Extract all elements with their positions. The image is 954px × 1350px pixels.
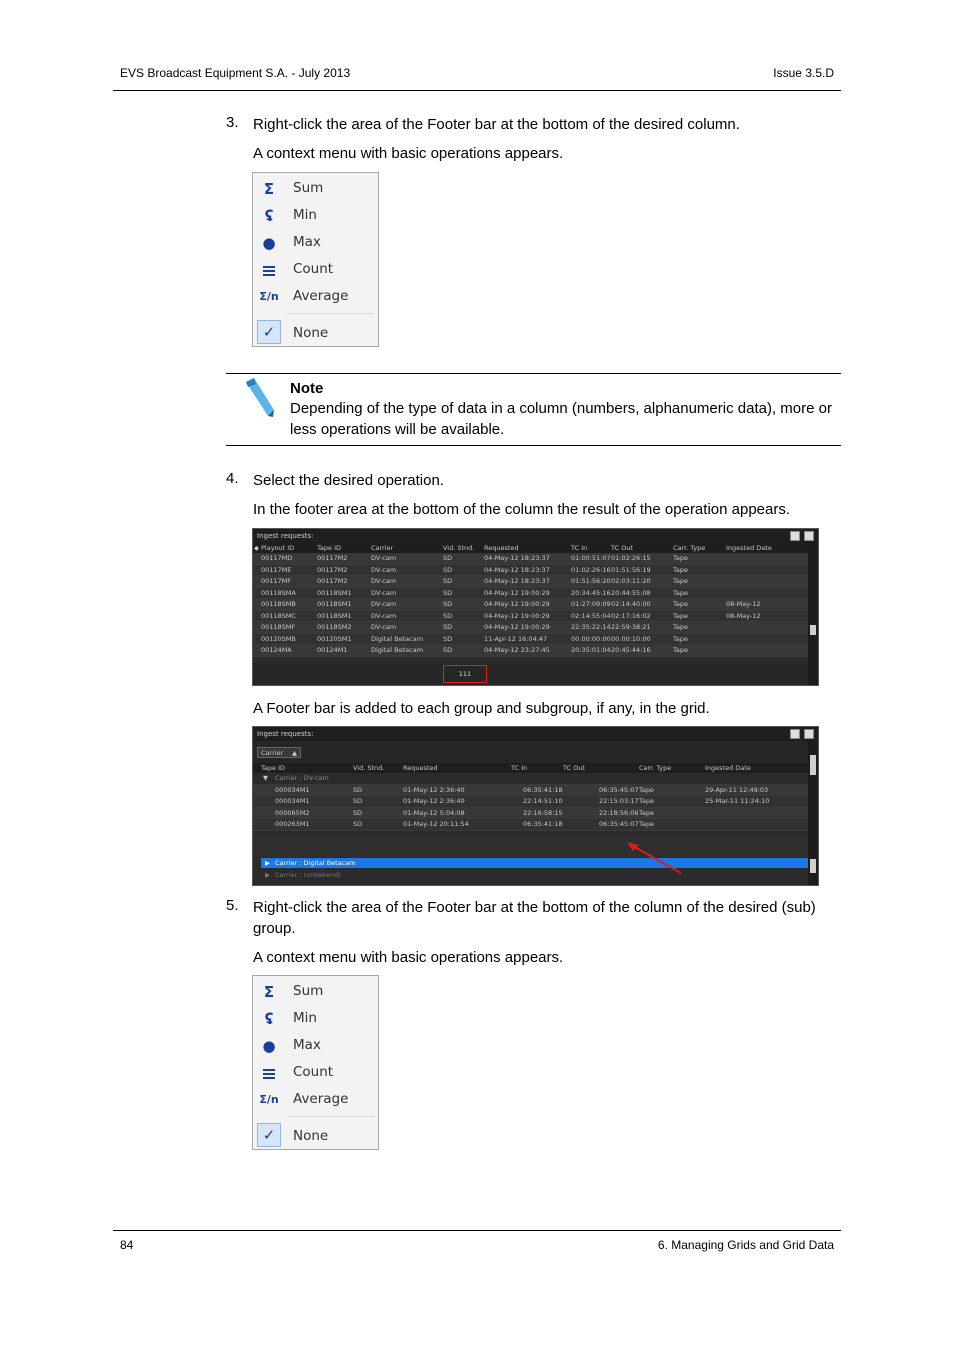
table-cell: 04-May-12 19:00:29	[484, 600, 550, 608]
column-header[interactable]: Requested	[484, 544, 519, 552]
menu-item-none[interactable]	[253, 1120, 378, 1152]
column-header[interactable]: Tape ID	[261, 764, 285, 772]
table-cell: DV-cam	[371, 554, 397, 562]
table-row[interactable]	[253, 622, 818, 634]
table-cell: SD	[443, 565, 453, 574]
red-arrow-annotation	[623, 839, 683, 875]
table-cell: 000034M1	[275, 797, 310, 805]
table-cell: 00117M2	[317, 577, 348, 585]
grid-header	[253, 763, 818, 773]
table-cell: 22:18:56:06	[599, 808, 639, 817]
vertical-scrollbar[interactable]	[808, 543, 818, 685]
step4-after-text: A Footer bar is added to each group and subgroup, if any, in the grid.	[253, 700, 710, 717]
table-cell: 01:02:26:16	[571, 565, 611, 574]
table-cell: Tape	[673, 646, 689, 654]
header-divider	[113, 90, 841, 91]
column-header[interactable]: Carrier	[371, 544, 394, 552]
table-cell: 00118SMF	[261, 623, 296, 631]
table-cell: 01:51:56:20	[571, 577, 611, 585]
menu-item-sum[interactable]	[253, 978, 378, 1005]
restore-icon[interactable]	[790, 729, 800, 739]
close-icon[interactable]	[804, 729, 814, 739]
table-cell: 00118SMC	[261, 611, 296, 620]
step-number-4: 4.	[226, 470, 239, 487]
table-cell: Tape	[639, 785, 655, 794]
step4-result: In the footer area at the bottom of the column the result of the operation appears.	[253, 501, 791, 518]
table-cell: 00118SM1	[317, 600, 352, 608]
pencil-icon	[240, 376, 276, 418]
table-cell: 02:17:16:02	[611, 611, 651, 620]
table-cell: 01:27:09:09	[571, 600, 611, 608]
menu-item-label: Count	[293, 1064, 334, 1080]
menu-item-label: Count	[293, 261, 334, 277]
grid-title: Ingest requests:	[253, 529, 818, 543]
expand-icon: ▶	[265, 859, 270, 867]
step5-text: Right-click the area of the Footer bar at the bottom of the column of the desired (sub) group.	[253, 899, 816, 937]
page-header-left: EVS Broadcast Equipment S.A. - July 2013	[120, 66, 351, 80]
table-cell: 01-May-12 2:36:40	[403, 797, 465, 805]
sort-indicator-icon: ◆	[254, 544, 259, 552]
table-cell: Tape	[673, 623, 689, 631]
note-title: Note	[290, 380, 324, 397]
table-cell: 06:35:41:18	[523, 820, 563, 828]
table-cell: 00118SM2	[317, 623, 352, 631]
table-cell: DV-cam	[371, 611, 397, 620]
menu-item-label: Sum	[293, 180, 324, 196]
table-cell: 04-May-12 19:00:29	[484, 611, 550, 620]
grid-screenshot-grouped	[252, 726, 819, 886]
table-cell: SD	[353, 820, 363, 828]
table-row[interactable]	[253, 599, 818, 611]
table-row[interactable]	[253, 796, 818, 808]
table-row[interactable]	[253, 634, 818, 646]
table-cell: 00117ME	[261, 565, 292, 574]
table-cell: Tape	[673, 600, 689, 608]
table-cell: SD	[353, 808, 363, 817]
table-cell: SD	[443, 577, 453, 585]
table-cell: 00:00:00:00	[571, 634, 611, 643]
table-cell: DV-cam	[371, 600, 397, 608]
table-cell: 00117MF	[261, 577, 292, 585]
table-cell: 22:35:22:14	[571, 623, 611, 631]
table-cell: Digital Betacam	[371, 646, 424, 654]
grid-header	[253, 543, 818, 553]
menu-item-none[interactable]	[253, 317, 378, 349]
table-cell: 08-May-12	[726, 600, 761, 608]
table-cell: 22:14:51:10	[523, 797, 563, 805]
page-header-right: Issue 3.5.D	[773, 66, 834, 80]
table-cell: DV-cam	[371, 623, 397, 631]
sigma-icon: Σ	[263, 180, 275, 198]
table-cell: 00118SMB	[261, 600, 296, 608]
table-cell: 02:14:55:04	[571, 611, 611, 620]
table-cell: Digital Betacam	[371, 634, 424, 643]
table-cell: Tape	[673, 611, 689, 620]
table-cell: Tape	[639, 797, 655, 805]
table-cell: Tape	[639, 820, 655, 828]
table-cell: 000263M1	[275, 820, 310, 828]
table-cell: SD	[443, 646, 453, 654]
table-cell: 00120SM1	[317, 634, 352, 643]
menu-item-label: Average	[293, 1091, 349, 1107]
step-number-5: 5.	[226, 897, 239, 914]
table-cell: 04-May-12 18:23:37	[484, 565, 550, 574]
table-cell: 00117M2	[317, 565, 348, 574]
table-cell: Tape	[673, 588, 689, 597]
sort-up-icon: ▲	[292, 749, 297, 757]
close-icon[interactable]	[804, 531, 814, 541]
grid-footer-bar[interactable]	[253, 663, 808, 686]
table-cell: 20:34:45:16	[571, 588, 611, 597]
table-cell: 20:45:44:16	[611, 646, 651, 654]
table-row[interactable]	[253, 645, 818, 657]
column-header[interactable]: TC In	[571, 544, 588, 552]
max-icon: ●	[262, 234, 276, 252]
table-cell: Tape	[673, 565, 689, 574]
step3-text: Right-click the area of the Footer bar at the bottom of the desired column.	[253, 116, 740, 133]
column-header[interactable]: Tape ID	[317, 544, 341, 552]
note-top-rule	[226, 373, 841, 374]
section-title: 6. Managing Grids and Grid Data	[657, 1238, 834, 1252]
table-cell: DV-cam	[371, 577, 397, 585]
column-header[interactable]: TC Out	[563, 764, 585, 772]
table-cell: 01-May-12 5:04:08	[403, 808, 465, 817]
column-header[interactable]: Requested	[403, 764, 438, 772]
table-row[interactable]	[253, 588, 818, 600]
context-menu-1	[252, 172, 379, 347]
min-icon: ʢ	[264, 207, 274, 225]
table-cell: 04-May-12 19:00:29	[484, 588, 550, 597]
menu-item-label: Min	[293, 207, 317, 223]
table-cell: 01:02:26:15	[611, 554, 651, 562]
footer-divider	[113, 1230, 841, 1231]
table-cell: 08-May-12	[726, 611, 761, 620]
max-icon: ●	[262, 1037, 276, 1055]
table-row[interactable]	[253, 785, 818, 797]
column-header[interactable]: Ingested Date	[726, 544, 772, 552]
table-cell: 01-May-12 20:11:54	[403, 820, 469, 828]
table-cell: Tape	[673, 577, 689, 585]
menu-item-max[interactable]	[253, 229, 378, 256]
table-row[interactable]	[253, 808, 818, 820]
note-text: Depending of the type of data in a column (numbers, alphanumeric data), more or less operations will be available.	[290, 400, 832, 438]
table-cell: 00117M2	[317, 554, 348, 562]
scrollbar-thumb[interactable]	[810, 625, 816, 635]
table-cell: SD	[353, 785, 363, 794]
group-row-digital-betacam[interactable]: ▶ Carrier : Digital Betacam	[261, 858, 808, 868]
note-bottom-rule	[226, 445, 841, 446]
table-cell: SD	[443, 623, 453, 631]
count-icon	[259, 260, 279, 280]
group-row-dv-cam[interactable]: ▼ Carrier : DV-cam	[253, 773, 818, 785]
page-number: 84	[120, 1238, 134, 1252]
step5-result: A context menu with basic operations appears.	[253, 949, 564, 966]
table-cell: 01-May-12 2:36:40	[403, 785, 465, 794]
footer-result-cell[interactable]: 111	[443, 665, 487, 683]
menu-item-average[interactable]	[253, 1086, 378, 1113]
table-cell: 00117MD	[261, 554, 293, 562]
table-row[interactable]	[253, 576, 818, 588]
menu-item-label: Max	[293, 1037, 321, 1053]
table-cell: 06:35:45:07	[599, 820, 639, 828]
restore-icon[interactable]	[790, 531, 800, 541]
table-row[interactable]	[253, 819, 818, 831]
table-cell: 25-Mar-11 11:24:10	[705, 797, 770, 805]
table-cell: SD	[443, 634, 453, 643]
table-row[interactable]	[253, 611, 818, 623]
table-cell: DV-cam	[371, 565, 397, 574]
table-cell: 00120SMB	[261, 634, 296, 643]
menu-item-min[interactable]	[253, 1005, 378, 1032]
table-cell: 22:59:38:21	[611, 623, 651, 631]
table-cell: DV-cam	[371, 588, 397, 597]
column-header[interactable]: Ingested Date	[705, 764, 751, 772]
average-icon: Σ/n	[259, 290, 279, 303]
group-by-panel	[253, 741, 818, 763]
menu-item-count[interactable]	[253, 256, 378, 283]
table-cell: 00118SM1	[317, 611, 352, 620]
scrollbar-thumb-lower[interactable]	[810, 859, 816, 873]
menu-item-label: Min	[293, 1010, 317, 1026]
step-number-3: 3.	[226, 114, 239, 131]
step4-text: Select the desired operation.	[253, 472, 444, 489]
grid-title: Ingest requests:	[253, 727, 818, 741]
table-cell: 04-May-12 23:27:45	[484, 646, 550, 654]
menu-separator	[287, 1116, 374, 1117]
table-cell: 11-Apr-12 16:04:47	[484, 634, 548, 643]
table-cell: 04-May-12 18:23:37	[484, 577, 550, 585]
step3-result: A context menu with basic operations appears.	[253, 145, 564, 162]
table-cell: Tape	[673, 634, 689, 643]
checkmark-icon: ✓	[257, 320, 281, 344]
table-cell: SD	[443, 554, 453, 562]
group-row-unknown[interactable]: ▶ Carrier : (onbekend)	[265, 871, 341, 879]
menu-item-min[interactable]	[253, 202, 378, 229]
menu-item-label: Average	[293, 288, 349, 304]
table-cell: 01:00:51:07	[571, 554, 611, 562]
table-cell: SD	[353, 797, 363, 805]
table-cell: 06:35:45:07	[599, 785, 639, 794]
menu-item-label: None	[293, 1128, 329, 1144]
scrollbar-thumb[interactable]	[810, 755, 816, 775]
table-cell: 02:03:11:20	[611, 577, 651, 585]
column-header[interactable]: Carr. Type	[639, 764, 672, 772]
table-cell: 00:00:10:00	[611, 634, 651, 643]
table-cell: 00124MA	[261, 646, 292, 654]
menu-item-label: None	[293, 325, 329, 341]
table-cell: SD	[443, 600, 453, 608]
table-cell: 22:16:58:15	[523, 808, 563, 817]
sigma-icon: Σ	[263, 983, 275, 1001]
group-by-chip[interactable]: Carrier ▲	[257, 747, 301, 758]
count-icon	[259, 1063, 279, 1083]
column-header[interactable]: Vid. Stnd.	[353, 764, 385, 772]
table-cell: 22:15:03:17	[599, 797, 639, 805]
grid-screenshot-footer	[252, 528, 819, 686]
table-cell: Tape	[639, 808, 655, 817]
column-header[interactable]: TC Out	[611, 544, 633, 552]
menu-separator	[287, 313, 374, 314]
table-row[interactable]	[253, 565, 818, 577]
grid-body	[253, 553, 818, 657]
column-header[interactable]: Playout ID	[261, 544, 295, 552]
menu-item-sum[interactable]	[253, 175, 378, 202]
table-cell: SD	[443, 588, 453, 597]
table-cell: Tape	[673, 554, 689, 562]
min-icon: ʢ	[264, 1010, 274, 1028]
column-header[interactable]: TC In	[511, 764, 528, 772]
table-cell: 000065M2	[275, 808, 310, 817]
table-cell: 00118SMA	[261, 588, 296, 597]
grid-body	[253, 785, 818, 831]
menu-item-label: Sum	[293, 983, 324, 999]
table-cell: 20:44:55:08	[611, 588, 651, 597]
menu-item-max[interactable]	[253, 1032, 378, 1059]
table-cell: 04-May-12 18:23:37	[484, 554, 550, 562]
table-cell: 04-May-12 19:00:29	[484, 623, 550, 631]
table-cell: 000034M1	[275, 785, 310, 794]
menu-item-average[interactable]	[253, 283, 378, 310]
table-cell: 01:51:56:19	[611, 565, 651, 574]
vertical-scrollbar[interactable]	[808, 741, 818, 885]
average-icon: Σ/n	[259, 1093, 279, 1106]
table-cell: 00118SM1	[317, 588, 352, 597]
checkmark-icon: ✓	[257, 1123, 281, 1147]
table-cell: 06:35:41:18	[523, 785, 563, 794]
expand-icon: ▶	[265, 871, 270, 879]
column-header[interactable]: Carr. Type	[673, 544, 706, 552]
table-cell: 00124M1	[317, 646, 348, 654]
group-footer-bar[interactable]	[253, 835, 808, 857]
table-cell: 20:35:01:04	[571, 646, 611, 654]
collapse-icon: ▼	[263, 774, 268, 782]
table-cell: 29-Apr-11 12:49:03	[705, 785, 769, 794]
menu-item-count[interactable]	[253, 1059, 378, 1086]
context-menu-2	[252, 975, 379, 1150]
column-header[interactable]: Vid. Stnd.	[443, 544, 475, 552]
menu-item-label: Max	[293, 234, 321, 250]
table-row[interactable]	[253, 553, 818, 565]
table-cell: SD	[443, 611, 453, 620]
table-cell: 02:14:40:00	[611, 600, 651, 608]
